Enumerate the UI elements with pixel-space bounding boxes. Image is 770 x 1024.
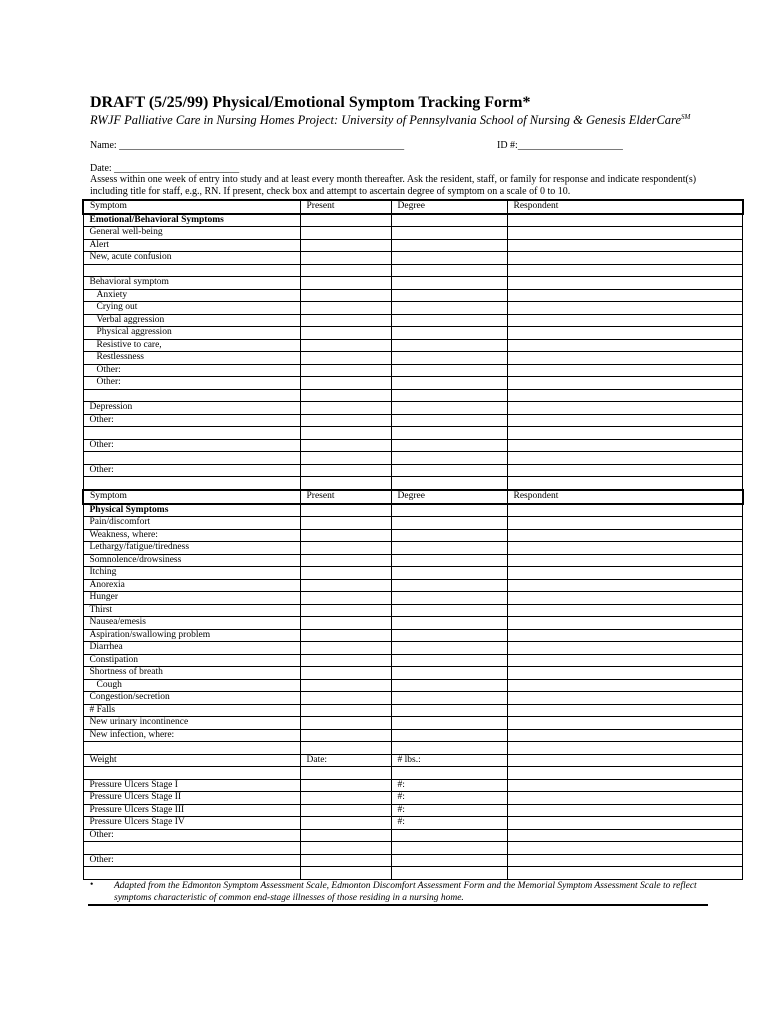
- respondent-cell[interactable]: [507, 464, 743, 477]
- present-cell[interactable]: [300, 277, 391, 290]
- present-cell[interactable]: [300, 567, 391, 580]
- table-row: [83, 452, 743, 465]
- present-cell[interactable]: [300, 717, 391, 730]
- present-cell[interactable]: [300, 604, 391, 617]
- degree-cell[interactable]: [391, 477, 507, 490]
- symptom-label: Thirst: [83, 604, 300, 617]
- pressure-ulcer-respondent-cell[interactable]: [507, 792, 743, 805]
- present-cell[interactable]: [300, 327, 391, 340]
- symptom-label: Somnolence/drowsiness: [83, 554, 300, 567]
- table-row: [83, 642, 743, 655]
- symptom-label: Other:: [83, 829, 300, 842]
- symptom-label: Lethargy/fatigue/tiredness: [83, 542, 300, 555]
- respondent-cell[interactable]: [507, 277, 743, 290]
- respondent-cell[interactable]: [507, 452, 743, 465]
- header-symptom: Symptom: [83, 490, 300, 504]
- table-row: [83, 629, 743, 642]
- degree-cell[interactable]: [391, 642, 507, 655]
- present-cell[interactable]: [300, 579, 391, 592]
- table-row: [83, 854, 743, 867]
- id-field[interactable]: ID #:_____________________: [497, 140, 623, 151]
- table-row: [83, 289, 743, 302]
- pressure-ulcer-present-cell[interactable]: [300, 779, 391, 792]
- weight-label: Weight: [83, 754, 300, 767]
- header-present: Present: [300, 200, 391, 214]
- respondent-cell[interactable]: [507, 692, 743, 705]
- degree-cell[interactable]: [391, 654, 507, 667]
- symptom-label: Alert: [83, 239, 300, 252]
- section-title-emotional: Emotional/Behavioral Symptoms: [83, 214, 300, 227]
- table-row: [83, 214, 743, 227]
- emotional-symptom-table: [82, 199, 744, 490]
- degree-cell[interactable]: [391, 504, 507, 517]
- pressure-ulcer-respondent-cell[interactable]: [507, 804, 743, 817]
- pressure-ulcer-respondent-cell[interactable]: [507, 817, 743, 830]
- degree-cell[interactable]: [391, 604, 507, 617]
- table-row: [83, 227, 743, 240]
- present-cell[interactable]: [300, 767, 391, 780]
- degree-cell[interactable]: [391, 227, 507, 240]
- table-row: [83, 314, 743, 327]
- table-row: [83, 792, 743, 805]
- symptom-label: New urinary incontinence: [83, 717, 300, 730]
- table-row: [83, 667, 743, 680]
- respondent-cell[interactable]: [507, 567, 743, 580]
- symptom-label: Nausea/emesis: [83, 617, 300, 630]
- respondent-cell[interactable]: [507, 327, 743, 340]
- symptom-label: Depression: [83, 402, 300, 415]
- degree-cell[interactable]: [391, 302, 507, 315]
- respondent-cell[interactable]: [507, 529, 743, 542]
- table-row: [83, 542, 743, 555]
- table-row: [83, 704, 743, 717]
- physical-symptom-table: [82, 489, 744, 880]
- present-cell[interactable]: [300, 402, 391, 415]
- respondent-cell[interactable]: [507, 742, 743, 755]
- degree-cell[interactable]: [391, 389, 507, 402]
- symptom-label: [83, 389, 300, 402]
- present-cell[interactable]: [300, 352, 391, 365]
- respondent-cell[interactable]: [507, 579, 743, 592]
- table-row: [83, 829, 743, 842]
- degree-cell[interactable]: [391, 629, 507, 642]
- present-cell[interactable]: [300, 654, 391, 667]
- present-cell[interactable]: [300, 314, 391, 327]
- header-present: Present: [300, 490, 391, 504]
- table-row: [83, 754, 743, 767]
- respondent-cell[interactable]: [507, 842, 743, 855]
- table-row: [83, 377, 743, 390]
- degree-cell[interactable]: [391, 742, 507, 755]
- respondent-cell[interactable]: [507, 402, 743, 415]
- respondent-cell[interactable]: [507, 389, 743, 402]
- present-cell[interactable]: [300, 679, 391, 692]
- symptom-label: Other:: [83, 854, 300, 867]
- degree-cell[interactable]: [391, 592, 507, 605]
- respondent-cell[interactable]: [507, 504, 743, 517]
- table-row: [83, 302, 743, 315]
- symptom-label: Crying out: [83, 302, 300, 315]
- degree-cell[interactable]: [391, 239, 507, 252]
- degree-cell[interactable]: [391, 829, 507, 842]
- degree-cell[interactable]: [391, 327, 507, 340]
- instructions-line-1: Assess within one week of entry into study and at least every month thereafter. Ask the resident, staff, or family for response and indicate respondent(s): [90, 174, 697, 185]
- degree-cell[interactable]: [391, 517, 507, 530]
- form-subtitle: [90, 113, 690, 128]
- table-row: [83, 414, 743, 427]
- respondent-cell[interactable]: [507, 239, 743, 252]
- symptom-label: Other:: [83, 364, 300, 377]
- respondent-cell[interactable]: [507, 654, 743, 667]
- present-cell[interactable]: [300, 529, 391, 542]
- degree-cell[interactable]: [391, 439, 507, 452]
- degree-cell[interactable]: [391, 679, 507, 692]
- degree-cell[interactable]: [391, 542, 507, 555]
- symptom-label: [83, 477, 300, 490]
- present-cell[interactable]: [300, 264, 391, 277]
- table-row: [83, 692, 743, 705]
- table-row: [83, 604, 743, 617]
- respondent-cell[interactable]: [507, 339, 743, 352]
- degree-cell[interactable]: [391, 452, 507, 465]
- degree-cell[interactable]: [391, 339, 507, 352]
- table-row: [83, 517, 743, 530]
- degree-cell[interactable]: [391, 427, 507, 440]
- degree-cell[interactable]: [391, 464, 507, 477]
- symptom-label: Physical aggression: [83, 327, 300, 340]
- respondent-cell[interactable]: [507, 717, 743, 730]
- degree-cell[interactable]: [391, 289, 507, 302]
- present-cell[interactable]: [300, 252, 391, 265]
- symptom-label: Other:: [83, 439, 300, 452]
- symptom-label: Cough: [83, 679, 300, 692]
- respondent-cell[interactable]: [507, 414, 743, 427]
- table-row: [83, 804, 743, 817]
- date-field[interactable]: Date: _________________________: [90, 163, 240, 174]
- table-header-row: [83, 200, 743, 214]
- degree-cell[interactable]: [391, 364, 507, 377]
- table-row: [83, 389, 743, 402]
- table-row: [83, 817, 743, 830]
- present-cell[interactable]: [300, 617, 391, 630]
- symptom-label: [83, 867, 300, 880]
- symptom-label: Verbal aggression: [83, 314, 300, 327]
- degree-cell[interactable]: [391, 264, 507, 277]
- symptom-label: Pain/discomfort: [83, 517, 300, 530]
- present-cell[interactable]: [300, 729, 391, 742]
- table-row: [83, 567, 743, 580]
- present-cell[interactable]: [300, 629, 391, 642]
- respondent-cell[interactable]: [507, 477, 743, 490]
- symptom-label: Congestion/secretion: [83, 692, 300, 705]
- present-cell[interactable]: [300, 542, 391, 555]
- respondent-cell[interactable]: [507, 252, 743, 265]
- symptom-label: Hunger: [83, 592, 300, 605]
- present-cell[interactable]: [300, 592, 391, 605]
- degree-cell[interactable]: [391, 214, 507, 227]
- header-degree: Degree: [391, 200, 507, 214]
- present-cell[interactable]: [300, 239, 391, 252]
- degree-cell[interactable]: [391, 692, 507, 705]
- pressure-ulcer-count-cell[interactable]: #:: [391, 779, 507, 792]
- pressure-ulcer-present-cell[interactable]: [300, 792, 391, 805]
- table-row: [83, 252, 743, 265]
- degree-cell[interactable]: [391, 567, 507, 580]
- present-cell[interactable]: [300, 704, 391, 717]
- degree-cell[interactable]: [391, 667, 507, 680]
- name-field[interactable]: Name: _________________________________________________________: [90, 140, 405, 151]
- respondent-cell[interactable]: [507, 227, 743, 240]
- symptom-label: # Falls: [83, 704, 300, 717]
- present-cell[interactable]: [300, 414, 391, 427]
- pressure-ulcer-count-cell[interactable]: #:: [391, 792, 507, 805]
- symptom-label: Other:: [83, 414, 300, 427]
- respondent-cell[interactable]: [507, 629, 743, 642]
- pressure-ulcer-count-cell[interactable]: #:: [391, 804, 507, 817]
- degree-cell[interactable]: [391, 717, 507, 730]
- respondent-cell[interactable]: [507, 427, 743, 440]
- symptom-label: [83, 742, 300, 755]
- table-row: [83, 654, 743, 667]
- symptom-label: [83, 842, 300, 855]
- respondent-cell[interactable]: [507, 364, 743, 377]
- degree-cell[interactable]: [391, 252, 507, 265]
- respondent-cell[interactable]: [507, 642, 743, 655]
- present-cell[interactable]: [300, 517, 391, 530]
- pressure-ulcer-present-cell[interactable]: [300, 804, 391, 817]
- respondent-cell[interactable]: [507, 302, 743, 315]
- degree-cell[interactable]: [391, 352, 507, 365]
- degree-cell[interactable]: [391, 854, 507, 867]
- respondent-cell[interactable]: [507, 854, 743, 867]
- present-cell[interactable]: [300, 227, 391, 240]
- table-row: [83, 464, 743, 477]
- present-cell[interactable]: [300, 389, 391, 402]
- respondent-cell[interactable]: [507, 829, 743, 842]
- respondent-cell[interactable]: [507, 592, 743, 605]
- weight-lbs-cell[interactable]: # lbs.:: [391, 754, 507, 767]
- present-cell[interactable]: [300, 842, 391, 855]
- respondent-cell[interactable]: [507, 867, 743, 880]
- present-cell[interactable]: [300, 642, 391, 655]
- respondent-cell[interactable]: [507, 289, 743, 302]
- table-row: [83, 679, 743, 692]
- respondent-cell[interactable]: [507, 729, 743, 742]
- degree-cell[interactable]: [391, 867, 507, 880]
- symptom-label: New, acute confusion: [83, 252, 300, 265]
- weight-respondent-cell[interactable]: [507, 754, 743, 767]
- table-row: [83, 402, 743, 415]
- degree-cell[interactable]: [391, 277, 507, 290]
- present-cell[interactable]: [300, 439, 391, 452]
- form-title: DRAFT (5/25/99) Physical/Emotional Symptom Tracking Form*: [90, 94, 531, 111]
- respondent-cell[interactable]: [507, 542, 743, 555]
- respondent-cell[interactable]: [507, 439, 743, 452]
- respondent-cell[interactable]: [507, 517, 743, 530]
- subtitle-service-mark: SM: [681, 113, 691, 121]
- respondent-cell[interactable]: [507, 679, 743, 692]
- table-row: [83, 427, 743, 440]
- pressure-ulcer-count-cell[interactable]: #:: [391, 817, 507, 830]
- respondent-cell[interactable]: [507, 617, 743, 630]
- pressure-ulcer-label: Pressure Ulcers Stage II: [83, 792, 300, 805]
- degree-cell[interactable]: [391, 617, 507, 630]
- present-cell[interactable]: [300, 504, 391, 517]
- symptom-label: New infection, where:: [83, 729, 300, 742]
- symptom-label: Behavioral symptom: [83, 277, 300, 290]
- present-cell[interactable]: [300, 854, 391, 867]
- present-cell[interactable]: [300, 742, 391, 755]
- instructions-line-2: including title for staff, e.g., RN. If present, check box and attempt to ascertain degree of symptom on a scale of 0 to 10.: [90, 186, 571, 197]
- respondent-cell[interactable]: [507, 264, 743, 277]
- table-row: [83, 339, 743, 352]
- degree-cell[interactable]: [391, 842, 507, 855]
- present-cell[interactable]: [300, 464, 391, 477]
- degree-cell[interactable]: [391, 554, 507, 567]
- present-cell[interactable]: [300, 452, 391, 465]
- symptom-label: Constipation: [83, 654, 300, 667]
- respondent-cell[interactable]: [507, 554, 743, 567]
- table-row: [83, 617, 743, 630]
- symptom-label: [83, 264, 300, 277]
- degree-cell[interactable]: [391, 402, 507, 415]
- degree-cell[interactable]: [391, 729, 507, 742]
- table-row: [83, 717, 743, 730]
- header-symptom: Symptom: [83, 200, 300, 214]
- present-cell[interactable]: [300, 477, 391, 490]
- present-cell[interactable]: [300, 289, 391, 302]
- header-degree: Degree: [391, 490, 507, 504]
- degree-cell[interactable]: [391, 767, 507, 780]
- table-row: [83, 264, 743, 277]
- table-row: [83, 867, 743, 880]
- present-cell[interactable]: [300, 867, 391, 880]
- present-cell[interactable]: [300, 554, 391, 567]
- table-row: [83, 767, 743, 780]
- footnote-rule: [88, 904, 708, 906]
- table-row: [83, 239, 743, 252]
- respondent-cell[interactable]: [507, 314, 743, 327]
- table-row: [83, 579, 743, 592]
- degree-cell[interactable]: [391, 704, 507, 717]
- table-row: [83, 742, 743, 755]
- symptom-label: General well-being: [83, 227, 300, 240]
- table-row: [83, 504, 743, 517]
- symptom-label: Restlessness: [83, 352, 300, 365]
- symptom-label: Other:: [83, 377, 300, 390]
- degree-cell[interactable]: [391, 377, 507, 390]
- pressure-ulcer-present-cell[interactable]: [300, 817, 391, 830]
- respondent-cell[interactable]: [507, 377, 743, 390]
- present-cell[interactable]: [300, 427, 391, 440]
- table-row: [83, 477, 743, 490]
- pressure-ulcer-respondent-cell[interactable]: [507, 779, 743, 792]
- present-cell[interactable]: [300, 829, 391, 842]
- table-row: [83, 327, 743, 340]
- table-row: [83, 729, 743, 742]
- symptom-label: Anorexia: [83, 579, 300, 592]
- table-row: [83, 529, 743, 542]
- symptom-cell: [83, 767, 300, 780]
- table-row: [83, 352, 743, 365]
- footnote-bullet: •: [90, 880, 94, 890]
- respondent-cell[interactable]: [507, 667, 743, 680]
- symptom-label: [83, 452, 300, 465]
- respondent-cell[interactable]: [507, 604, 743, 617]
- header-respondent: Respondent: [507, 490, 743, 504]
- symptom-label: Aspiration/swallowing problem: [83, 629, 300, 642]
- pressure-ulcer-label: Pressure Ulcers Stage III: [83, 804, 300, 817]
- respondent-cell[interactable]: [507, 704, 743, 717]
- subtitle-text: RWJF Palliative Care in Nursing Homes Project: University of Pennsylvania School of Nursing & Genesis ElderCare: [90, 113, 682, 128]
- respondent-cell[interactable]: [507, 767, 743, 780]
- present-cell[interactable]: [300, 667, 391, 680]
- present-cell[interactable]: [300, 364, 391, 377]
- respondent-cell[interactable]: [507, 214, 743, 227]
- symptom-label: Resistive to care,: [83, 339, 300, 352]
- degree-cell[interactable]: [391, 579, 507, 592]
- pressure-ulcer-label: Pressure Ulcers Stage I: [83, 779, 300, 792]
- present-cell[interactable]: [300, 377, 391, 390]
- degree-cell[interactable]: [391, 414, 507, 427]
- degree-cell[interactable]: [391, 529, 507, 542]
- table-row: [83, 439, 743, 452]
- symptom-label: Weakness, where:: [83, 529, 300, 542]
- table-row: [83, 277, 743, 290]
- table-row: [83, 364, 743, 377]
- weight-date-cell[interactable]: Date:: [300, 754, 391, 767]
- symptom-label: [83, 427, 300, 440]
- symptom-label: Shortness of breath: [83, 667, 300, 680]
- header-respondent: Respondent: [507, 200, 743, 214]
- present-cell[interactable]: [300, 339, 391, 352]
- symptom-label: Diarrhea: [83, 642, 300, 655]
- table-row: [83, 554, 743, 567]
- present-cell[interactable]: [300, 214, 391, 227]
- table-row: [83, 779, 743, 792]
- footnote-text: Adapted from the Edmonton Symptom Assessment Scale, Edmonton Discomfort Assessment Form and the Memorial Symptom Assessment Scale to reflect symptoms characteristic of common end-stage illnesses of those residing in a nursing home.: [114, 881, 697, 903]
- degree-cell[interactable]: [391, 314, 507, 327]
- symptom-label: Other:: [83, 464, 300, 477]
- symptom-label: Itching: [83, 567, 300, 580]
- pressure-ulcer-label: Pressure Ulcers Stage IV: [83, 817, 300, 830]
- table-header-row: [83, 490, 743, 504]
- table-row: [83, 592, 743, 605]
- symptom-label: Anxiety: [83, 289, 300, 302]
- present-cell[interactable]: [300, 692, 391, 705]
- section-title-physical: Physical Symptoms: [83, 504, 300, 517]
- present-cell[interactable]: [300, 302, 391, 315]
- table-row: [83, 842, 743, 855]
- respondent-cell[interactable]: [507, 352, 743, 365]
